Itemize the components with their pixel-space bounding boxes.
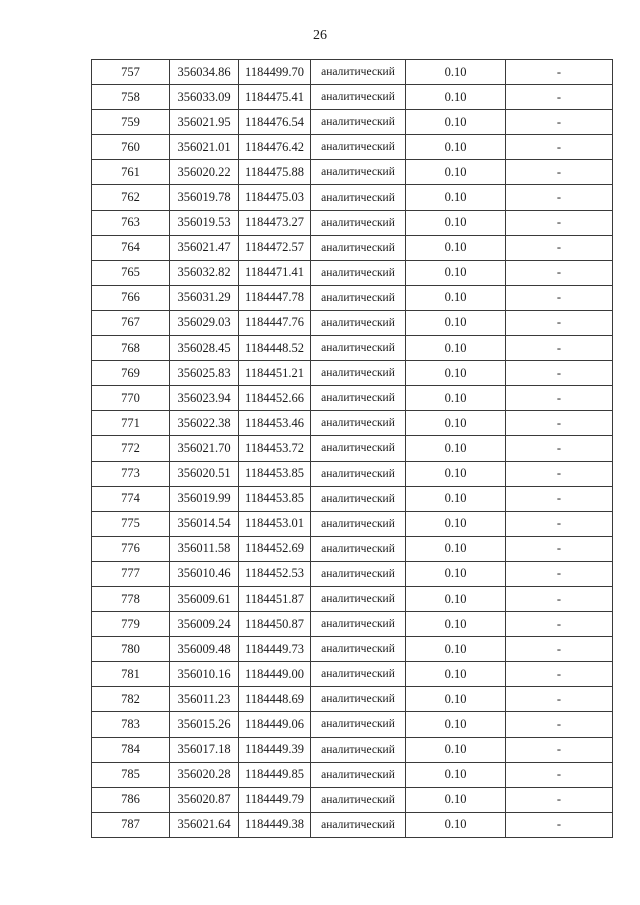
point-number-cell: 767 — [92, 310, 170, 335]
point-number-cell: 765 — [92, 260, 170, 285]
note-cell: - — [506, 110, 613, 135]
x-coordinate-cell: 356034.86 — [170, 60, 239, 85]
accuracy-cell: 0.10 — [406, 662, 506, 687]
x-coordinate-cell: 356019.53 — [170, 210, 239, 235]
accuracy-cell: 0.10 — [406, 60, 506, 85]
x-coordinate-cell: 356015.26 — [170, 712, 239, 737]
x-coordinate-cell: 356021.95 — [170, 110, 239, 135]
point-number-cell: 786 — [92, 787, 170, 812]
note-cell: - — [506, 461, 613, 486]
y-coordinate-cell: 1184499.70 — [239, 60, 311, 85]
table-row — [92, 662, 613, 687]
method-cell: аналитический — [311, 511, 406, 536]
point-number-cell: 764 — [92, 235, 170, 260]
accuracy-cell: 0.10 — [406, 762, 506, 787]
accuracy-cell: 0.10 — [406, 687, 506, 712]
accuracy-cell: 0.10 — [406, 160, 506, 185]
accuracy-cell: 0.10 — [406, 361, 506, 386]
point-number-cell: 770 — [92, 386, 170, 411]
x-coordinate-cell: 356028.45 — [170, 336, 239, 361]
y-coordinate-cell: 1184471.41 — [239, 260, 311, 285]
table-row — [92, 110, 613, 135]
coordinates-table-body — [92, 60, 613, 838]
x-coordinate-cell: 356033.09 — [170, 85, 239, 110]
method-cell: аналитический — [311, 361, 406, 386]
table-row — [92, 386, 613, 411]
method-cell: аналитический — [311, 812, 406, 837]
point-number-cell: 772 — [92, 436, 170, 461]
y-coordinate-cell: 1184451.87 — [239, 586, 311, 611]
table-row — [92, 185, 613, 210]
x-coordinate-cell: 356023.94 — [170, 386, 239, 411]
method-cell: аналитический — [311, 612, 406, 637]
y-coordinate-cell: 1184452.69 — [239, 536, 311, 561]
point-number-cell: 778 — [92, 586, 170, 611]
table-row — [92, 235, 613, 260]
y-coordinate-cell: 1184453.85 — [239, 486, 311, 511]
method-cell: аналитический — [311, 461, 406, 486]
table-row — [92, 687, 613, 712]
accuracy-cell: 0.10 — [406, 386, 506, 411]
accuracy-cell: 0.10 — [406, 737, 506, 762]
note-cell: - — [506, 612, 613, 637]
x-coordinate-cell: 356010.16 — [170, 662, 239, 687]
note-cell: - — [506, 737, 613, 762]
table-row — [92, 737, 613, 762]
y-coordinate-cell: 1184451.21 — [239, 361, 311, 386]
y-coordinate-cell: 1184447.76 — [239, 310, 311, 335]
y-coordinate-cell: 1184449.06 — [239, 712, 311, 737]
y-coordinate-cell: 1184450.87 — [239, 612, 311, 637]
note-cell: - — [506, 185, 613, 210]
table-row — [92, 85, 613, 110]
point-number-cell: 771 — [92, 411, 170, 436]
table-row — [92, 160, 613, 185]
table-row — [92, 336, 613, 361]
method-cell: аналитический — [311, 285, 406, 310]
y-coordinate-cell: 1184475.41 — [239, 85, 311, 110]
accuracy-cell: 0.10 — [406, 812, 506, 837]
y-coordinate-cell: 1184452.66 — [239, 386, 311, 411]
x-coordinate-cell: 356021.64 — [170, 812, 239, 837]
point-number-cell: 768 — [92, 336, 170, 361]
point-number-cell: 773 — [92, 461, 170, 486]
x-coordinate-cell: 356022.38 — [170, 411, 239, 436]
point-number-cell: 759 — [92, 110, 170, 135]
y-coordinate-cell: 1184449.85 — [239, 762, 311, 787]
table-row — [92, 561, 613, 586]
x-coordinate-cell: 356011.23 — [170, 687, 239, 712]
x-coordinate-cell: 356009.48 — [170, 637, 239, 662]
table-row — [92, 436, 613, 461]
note-cell: - — [506, 60, 613, 85]
y-coordinate-cell: 1184449.00 — [239, 662, 311, 687]
method-cell: аналитический — [311, 85, 406, 110]
x-coordinate-cell: 356009.24 — [170, 612, 239, 637]
method-cell: аналитический — [311, 310, 406, 335]
y-coordinate-cell: 1184449.73 — [239, 637, 311, 662]
x-coordinate-cell: 356021.70 — [170, 436, 239, 461]
note-cell: - — [506, 361, 613, 386]
note-cell: - — [506, 310, 613, 335]
note-cell: - — [506, 536, 613, 561]
accuracy-cell: 0.10 — [406, 637, 506, 662]
note-cell: - — [506, 160, 613, 185]
table-row — [92, 612, 613, 637]
accuracy-cell: 0.10 — [406, 135, 506, 160]
table-row — [92, 812, 613, 837]
point-number-cell: 780 — [92, 637, 170, 662]
accuracy-cell: 0.10 — [406, 411, 506, 436]
accuracy-cell: 0.10 — [406, 110, 506, 135]
x-coordinate-cell: 356009.61 — [170, 586, 239, 611]
note-cell: - — [506, 637, 613, 662]
y-coordinate-cell: 1184447.78 — [239, 285, 311, 310]
method-cell: аналитический — [311, 386, 406, 411]
y-coordinate-cell: 1184475.88 — [239, 160, 311, 185]
method-cell: аналитический — [311, 662, 406, 687]
accuracy-cell: 0.10 — [406, 486, 506, 511]
x-coordinate-cell: 356029.03 — [170, 310, 239, 335]
table-row — [92, 637, 613, 662]
accuracy-cell: 0.10 — [406, 586, 506, 611]
accuracy-cell: 0.10 — [406, 561, 506, 586]
point-number-cell: 757 — [92, 60, 170, 85]
accuracy-cell: 0.10 — [406, 787, 506, 812]
coordinates-table — [91, 59, 613, 838]
x-coordinate-cell: 356020.51 — [170, 461, 239, 486]
x-coordinate-cell: 356020.28 — [170, 762, 239, 787]
method-cell: аналитический — [311, 110, 406, 135]
note-cell: - — [506, 561, 613, 586]
y-coordinate-cell: 1184448.69 — [239, 687, 311, 712]
note-cell: - — [506, 812, 613, 837]
table-row — [92, 361, 613, 386]
y-coordinate-cell: 1184453.46 — [239, 411, 311, 436]
accuracy-cell: 0.10 — [406, 336, 506, 361]
table-row — [92, 60, 613, 85]
table-row — [92, 135, 613, 160]
note-cell: - — [506, 486, 613, 511]
method-cell: аналитический — [311, 260, 406, 285]
accuracy-cell: 0.10 — [406, 185, 506, 210]
y-coordinate-cell: 1184453.85 — [239, 461, 311, 486]
method-cell: аналитический — [311, 737, 406, 762]
table-row — [92, 260, 613, 285]
note-cell: - — [506, 336, 613, 361]
note-cell: - — [506, 285, 613, 310]
table-row — [92, 586, 613, 611]
note-cell: - — [506, 662, 613, 687]
method-cell: аналитический — [311, 210, 406, 235]
note-cell: - — [506, 386, 613, 411]
table-row — [92, 712, 613, 737]
method-cell: аналитический — [311, 536, 406, 561]
point-number-cell: 783 — [92, 712, 170, 737]
point-number-cell: 779 — [92, 612, 170, 637]
accuracy-cell: 0.10 — [406, 436, 506, 461]
note-cell: - — [506, 787, 613, 812]
accuracy-cell: 0.10 — [406, 310, 506, 335]
method-cell: аналитический — [311, 586, 406, 611]
point-number-cell: 776 — [92, 536, 170, 561]
table-row — [92, 536, 613, 561]
y-coordinate-cell: 1184476.42 — [239, 135, 311, 160]
x-coordinate-cell: 356020.22 — [170, 160, 239, 185]
x-coordinate-cell: 356011.58 — [170, 536, 239, 561]
point-number-cell: 784 — [92, 737, 170, 762]
method-cell: аналитический — [311, 787, 406, 812]
point-number-cell: 775 — [92, 511, 170, 536]
x-coordinate-cell: 356014.54 — [170, 511, 239, 536]
method-cell: аналитический — [311, 160, 406, 185]
accuracy-cell: 0.10 — [406, 536, 506, 561]
table-row — [92, 762, 613, 787]
method-cell: аналитический — [311, 762, 406, 787]
point-number-cell: 758 — [92, 85, 170, 110]
accuracy-cell: 0.10 — [406, 712, 506, 737]
method-cell: аналитический — [311, 336, 406, 361]
y-coordinate-cell: 1184473.27 — [239, 210, 311, 235]
y-coordinate-cell: 1184453.01 — [239, 511, 311, 536]
accuracy-cell: 0.10 — [406, 210, 506, 235]
note-cell: - — [506, 85, 613, 110]
method-cell: аналитический — [311, 436, 406, 461]
note-cell: - — [506, 135, 613, 160]
y-coordinate-cell: 1184475.03 — [239, 185, 311, 210]
point-number-cell: 774 — [92, 486, 170, 511]
note-cell: - — [506, 712, 613, 737]
note-cell: - — [506, 260, 613, 285]
table-row — [92, 787, 613, 812]
note-cell: - — [506, 586, 613, 611]
table-row — [92, 461, 613, 486]
method-cell: аналитический — [311, 561, 406, 586]
accuracy-cell: 0.10 — [406, 285, 506, 310]
x-coordinate-cell: 356025.83 — [170, 361, 239, 386]
method-cell: аналитический — [311, 135, 406, 160]
method-cell: аналитический — [311, 712, 406, 737]
table-row — [92, 411, 613, 436]
y-coordinate-cell: 1184449.38 — [239, 812, 311, 837]
method-cell: аналитический — [311, 687, 406, 712]
point-number-cell: 782 — [92, 687, 170, 712]
table-row — [92, 511, 613, 536]
y-coordinate-cell: 1184452.53 — [239, 561, 311, 586]
x-coordinate-cell: 356019.99 — [170, 486, 239, 511]
note-cell: - — [506, 511, 613, 536]
method-cell: аналитический — [311, 185, 406, 210]
y-coordinate-cell: 1184472.57 — [239, 235, 311, 260]
point-number-cell: 762 — [92, 185, 170, 210]
x-coordinate-cell: 356031.29 — [170, 285, 239, 310]
note-cell: - — [506, 210, 613, 235]
accuracy-cell: 0.10 — [406, 260, 506, 285]
method-cell: аналитический — [311, 411, 406, 436]
page-number: 26 — [313, 28, 327, 43]
accuracy-cell: 0.10 — [406, 511, 506, 536]
method-cell: аналитический — [311, 637, 406, 662]
point-number-cell: 769 — [92, 361, 170, 386]
point-number-cell: 766 — [92, 285, 170, 310]
note-cell: - — [506, 235, 613, 260]
point-number-cell: 761 — [92, 160, 170, 185]
y-coordinate-cell: 1184476.54 — [239, 110, 311, 135]
y-coordinate-cell: 1184449.79 — [239, 787, 311, 812]
accuracy-cell: 0.10 — [406, 85, 506, 110]
point-number-cell: 781 — [92, 662, 170, 687]
method-cell: аналитический — [311, 235, 406, 260]
point-number-cell: 785 — [92, 762, 170, 787]
note-cell: - — [506, 762, 613, 787]
point-number-cell: 777 — [92, 561, 170, 586]
note-cell: - — [506, 436, 613, 461]
accuracy-cell: 0.10 — [406, 235, 506, 260]
table-row — [92, 486, 613, 511]
x-coordinate-cell: 356021.01 — [170, 135, 239, 160]
table-row — [92, 210, 613, 235]
accuracy-cell: 0.10 — [406, 461, 506, 486]
note-cell: - — [506, 687, 613, 712]
x-coordinate-cell: 356032.82 — [170, 260, 239, 285]
y-coordinate-cell: 1184448.52 — [239, 336, 311, 361]
note-cell: - — [506, 411, 613, 436]
x-coordinate-cell: 356019.78 — [170, 185, 239, 210]
table-row — [92, 310, 613, 335]
x-coordinate-cell: 356021.47 — [170, 235, 239, 260]
method-cell: аналитический — [311, 60, 406, 85]
table-row — [92, 285, 613, 310]
x-coordinate-cell: 356020.87 — [170, 787, 239, 812]
x-coordinate-cell: 356017.18 — [170, 737, 239, 762]
accuracy-cell: 0.10 — [406, 612, 506, 637]
method-cell: аналитический — [311, 486, 406, 511]
point-number-cell: 787 — [92, 812, 170, 837]
y-coordinate-cell: 1184449.39 — [239, 737, 311, 762]
y-coordinate-cell: 1184453.72 — [239, 436, 311, 461]
point-number-cell: 760 — [92, 135, 170, 160]
x-coordinate-cell: 356010.46 — [170, 561, 239, 586]
point-number-cell: 763 — [92, 210, 170, 235]
